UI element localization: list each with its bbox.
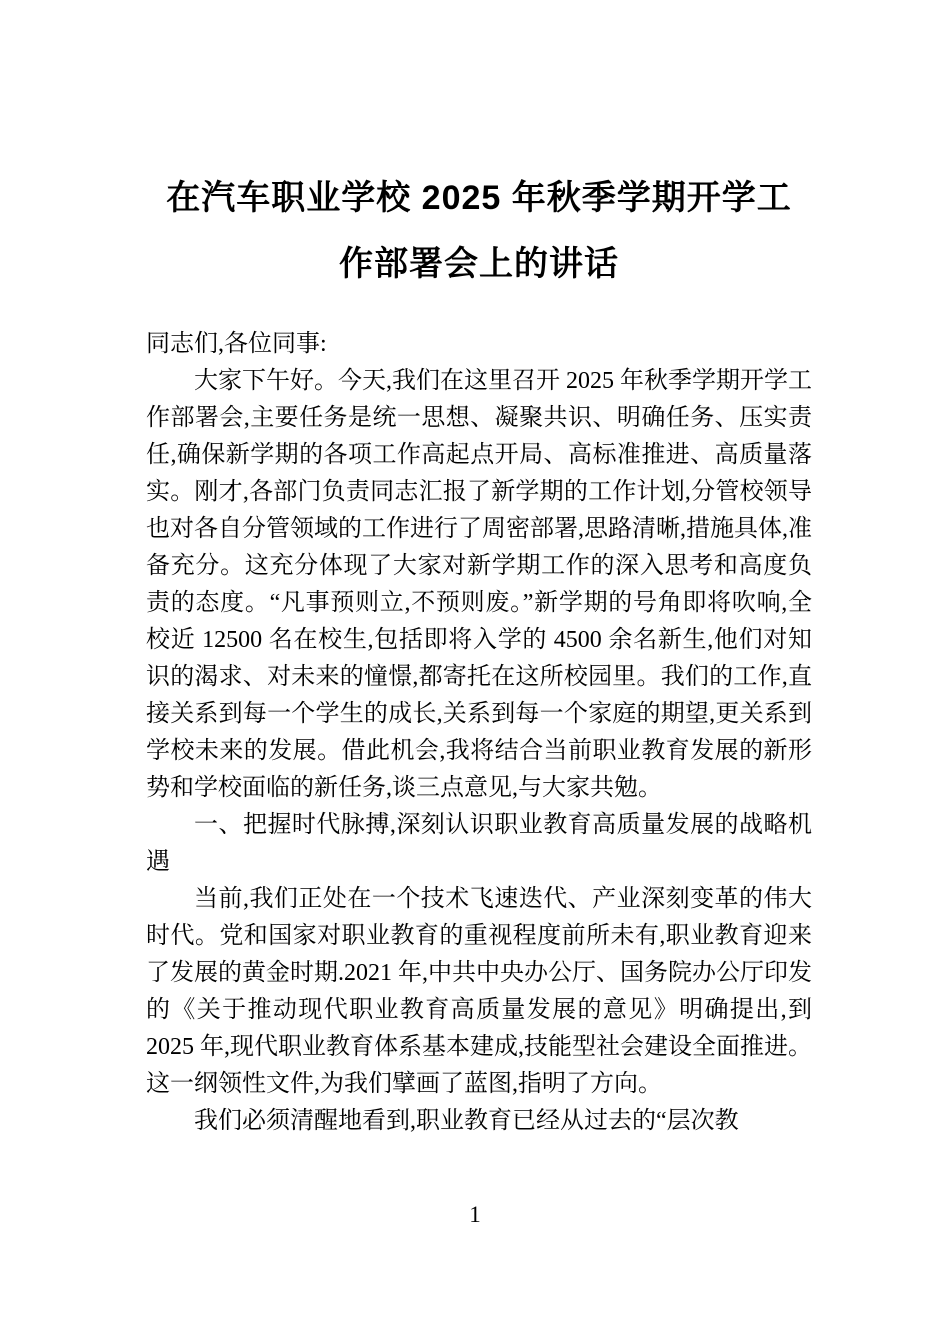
document-body: [146, 326, 812, 1140]
section-heading-1: 一、把握时代脉搏,深刻认识职业教育高质量发展的战略机遇: [146, 811, 812, 875]
paragraph-era-opportunity: 当前,我们正处在一个技术飞速迭代、产业深刻变革的伟大时代。党和国家对职业教育的重视程度前所未有,职业教育迎来了发展的黄金时期.2021 年,中共中央办公厅、国务院办公厅印发的《关于推动现代职业教育高质量发展的意见》明确提出,到 2025 年,现代职业教育体系基本建成,技能型社会建设全面推进。这一纲领性文件,为我们擘画了蓝图,指明了方向。: [146, 885, 812, 1097]
salutation-line: 同志们,各位同事:: [146, 330, 327, 357]
page-number: 1: [469, 1202, 481, 1227]
paragraph-truncated: 我们必须清醒地看到,职业教育已经从过去的“层次教: [194, 1107, 739, 1134]
document-title: 在汽车职业学校 2025 年秋季学期开学工作部署会上的讲话: [166, 179, 792, 284]
paragraph-opening: 大家下午好。今天,我们在这里召开 2025 年秋季学期开学工作部署会,主要任务是统一思想、凝聚共识、明确任务、压实责任,确保新学期的各项工作高起点开局、高标准推进、高质量落实。刚才,各部门负责同志汇报了新学期的工作计划,分管校领导也对各自分管领域的工作进行了周密部署,思路清晰,措施具体,准备充分。这充分体现了大家对新学期工作的深入思考和高度负责的态度。“凡事预则立,不预则废。”新学期的号角即将吹响,全校近 12500 名在校生,包括即将入学的 4500 余名新生,他们对知识的渴求、对未来的憧憬,都寄托在这所校园里。我们的工作,直接关系到每一个学生的成长,关系到每一个家庭的期望,更关系到学校未来的发展。借此机会,我将结合当前职业教育发展的新形势和学校面临的新任务,谈三点意见,与大家共勉。: [146, 367, 812, 801]
